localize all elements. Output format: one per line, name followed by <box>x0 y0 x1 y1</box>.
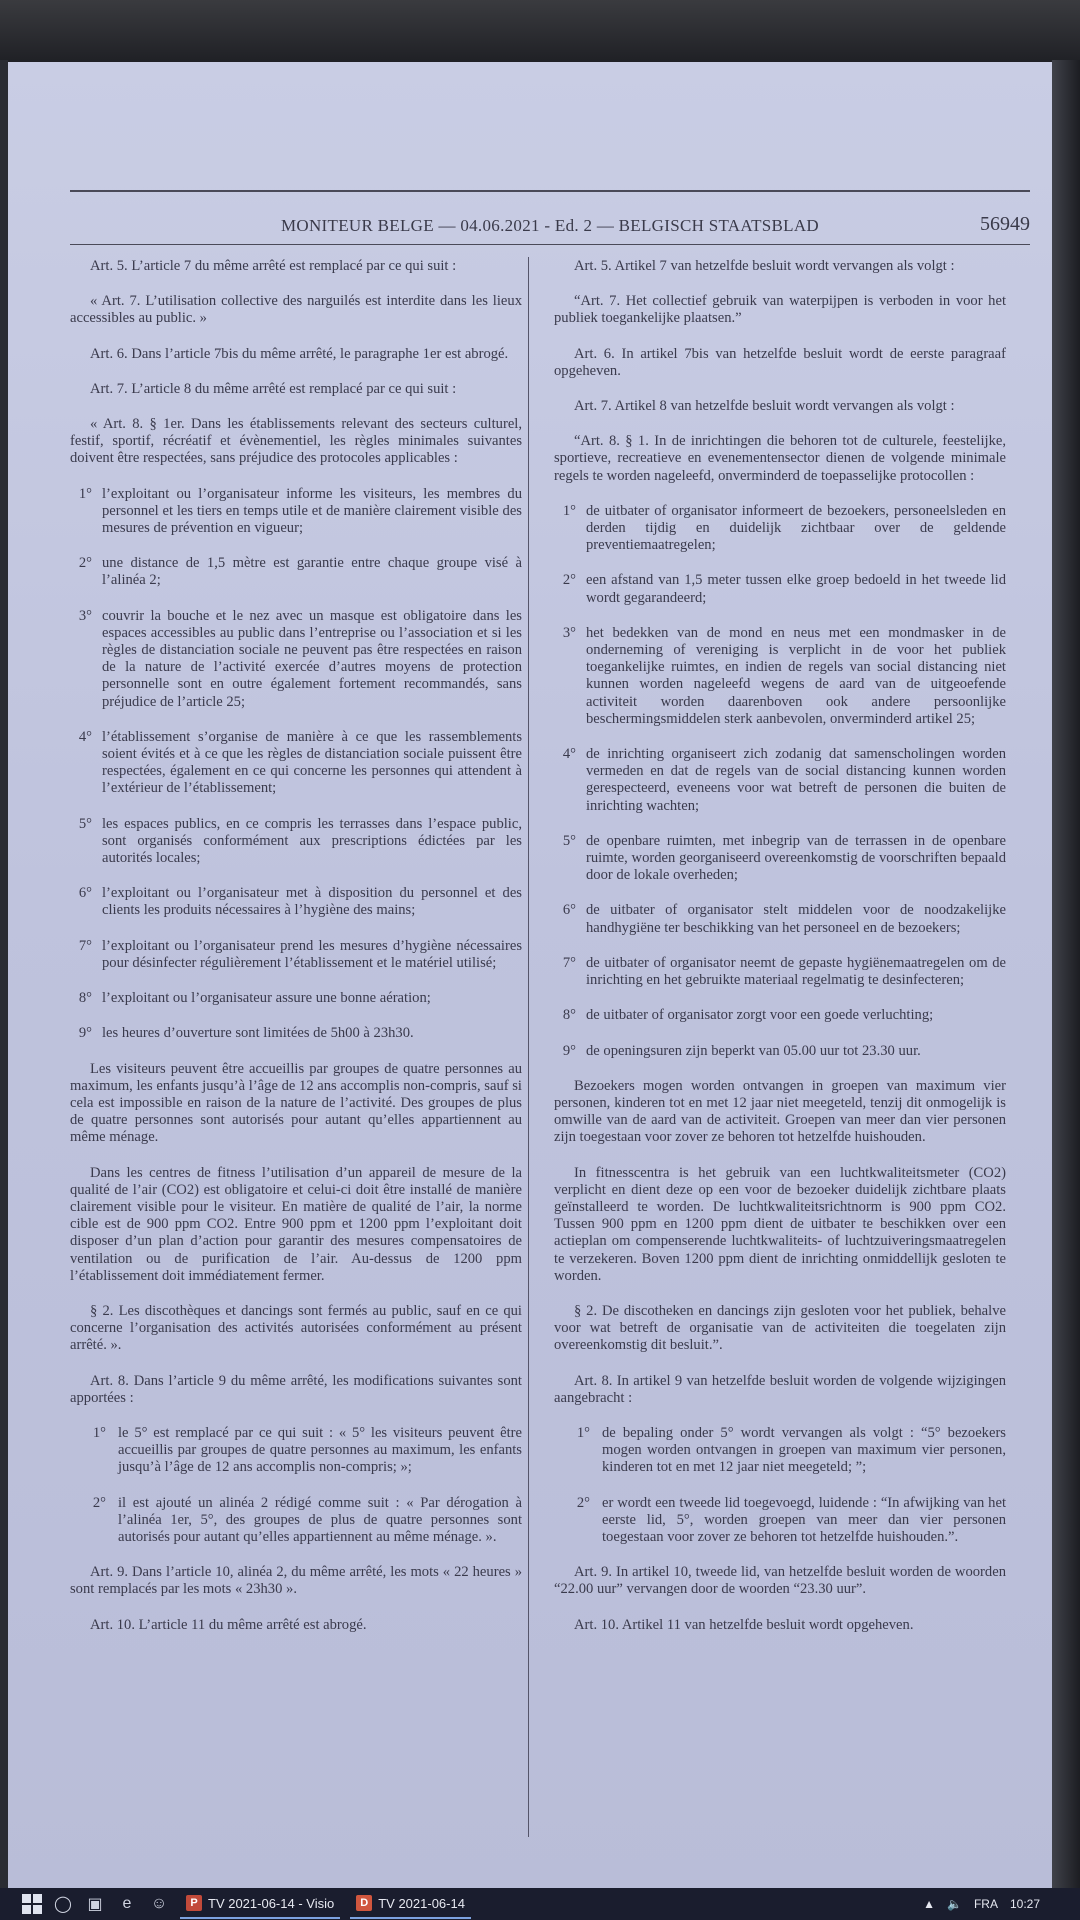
page-title: MONITEUR BELGE — 04.06.2021 - Ed. 2 — BELGISCH STAATSBLAD <box>280 216 819 235</box>
left-list-item <box>70 885 522 919</box>
monitor-bezel-top <box>0 0 1080 70</box>
list-number: 6° <box>562 902 576 919</box>
left-paragraph: « Art. 8. § 1er. Dans les établissements relevant des secteurs culturel, festif, sportif, récréatif et évènementiel, les règles minimales suivantes doivent être respectées, sans préjudice des protocoles applicables : <box>70 416 522 467</box>
list-number: 8° <box>78 990 92 1007</box>
list-number: 1° <box>576 1424 590 1441</box>
left-paragraph: Art. 10. L’article 11 du même arrêté est abrogé. <box>90 1616 367 1633</box>
list-text: une distance de 1,5 mètre est garantie entre chaque groupe visé à l’alinéa 2; <box>102 555 522 589</box>
list-text: l’exploitant ou l’organisateur prend les mesures d’hygiène nécessaires pour désinfecter régulièrement l’établissement et le matériel utilisé; <box>102 937 522 971</box>
left-list-item <box>70 729 522 798</box>
left-list-item <box>70 938 522 972</box>
list-text: de inrichting organiseert zich zodanig dat samenscholingen worden vermeden en dat de regels van de social distancing kunnen worden gerespecteerd, eveneens voor wat betreft de personen die buiten de inrichting wachten; <box>586 746 1006 814</box>
left-paragraph: Art. 5. L’article 7 du même arrêté est remplacé par ce qui suit : <box>90 258 457 274</box>
right-paragraph: Bezoekers mogen worden ontvangen in groepen van maximum vier personen, kinderen tot en met 12 jaar niet meegeteld, tenzij dit onmogelijk is omwille van de aard van de activiteit. Groepen van meer dan vier personen zijn toegestaan voor zover ze behoren tot hetzelfde huishouden. <box>554 1077 1006 1146</box>
list-number: 2° <box>576 1494 590 1511</box>
network-icon[interactable]: ▲ <box>923 1897 936 1911</box>
list-number: 6° <box>78 885 92 902</box>
french-column <box>70 258 522 1652</box>
left-list-item <box>70 608 522 711</box>
list-number: 1° <box>562 502 576 519</box>
right-list-item <box>554 1007 1006 1024</box>
list-text: de openbare ruimten, met inbegrip van de terrassen in de openbare ruimte, worden georganiseerd overeenkomstig de voorschriften bepaald door de lokale overheden; <box>586 832 1006 884</box>
right-paragraph: § 2. De discotheken en dancings zijn gesloten voor het publiek, behalve voor wat betreft de organisatie van de activiteiten die toegelaten zijn overeenkomstig dit besluit.”. <box>554 1302 1006 1354</box>
list-number: 5° <box>78 815 92 832</box>
left-list-item <box>70 816 522 868</box>
list-text: l’exploitant ou l’organisateur informe les visiteurs, les membres du personnel et les tiers en temps utile et de manière clairement visible des mesures de prévention en vigueur; <box>102 485 522 537</box>
list-text: l’exploitant ou l’organisateur assure une bonne aération; <box>102 990 431 1007</box>
visio-app-icon: P <box>186 1895 202 1911</box>
right-paragraph: Art. 5. Artikel 7 van hetzelfde besluit wordt vervangen als volgt : <box>574 258 955 274</box>
right-list-item <box>568 1495 1006 1547</box>
right-paragraph: In fitnesscentra is het gebruik van een luchtkwaliteitsmeter (CO2) verplicht en dient deze op een voor de bezoeker duidelijk zichtbare plaats geïnstalleerd te worden. De luchtkwaliteitsrichtnorm is 900 ppm CO2. Tussen 900 ppm en 1200 ppm dient de uitbater te beschikken over een actieplan om compenserende luchtkwaliteits- of luchtzuiveringsmaatregelen te verzekeren. Boven 1200 ppm dient de inrichting onmiddellijk gesloten te worden. <box>554 1164 1006 1284</box>
page-header <box>70 202 1030 236</box>
left-paragraph: Art. 6. Dans l’article 7bis du même arrêté, le paragraphe 1er est abrogé. <box>90 345 509 362</box>
right-list-item <box>554 572 1006 606</box>
list-number: 9° <box>562 1042 576 1059</box>
taskbar-app-visio-label: TV 2021-06-14 - Visio <box>208 1895 335 1911</box>
right-list-item <box>554 833 1006 885</box>
list-text: het bedekken van de mond en neus met een mondmasker in de onderneming of vereniging is verplicht in de voor het publiek toegankelijke ruimtes, en indien de regels van social distancing niet kunnen worden nageleefd wegens de aard van de uitgeoefende activiteit worden daarenboven ook andere persoonlijke beschermingsmiddelen sterk aanbevolen, onverminderd artikel 25; <box>586 624 1006 727</box>
list-text: couvrir la bouche et le nez avec un masque est obligatoire dans les espaces accessibles au public dans l’entreprise ou l’association et si les règles de distanciation sociale ne peuvent pas être respectées en raison de la nature de l’activité exercée d’autres moyens de protection personnelle sont en outre également fortement recommandés, sans préjudice de l’article 25; <box>102 607 522 710</box>
left-paragraph: § 2. Les discothèques et dancings sont fermés au public, sauf en ce qui concerne l’organisation des activités autorisées conformément au présent arrêté. ». <box>70 1302 522 1354</box>
taskbar-app-document[interactable] <box>350 1889 471 1919</box>
right-list-item <box>568 1425 1006 1477</box>
list-text: les heures d’ouverture sont limitées de 5h00 à 23h30. <box>102 1025 414 1042</box>
system-tray <box>923 1897 1080 1911</box>
list-text: de bepaling onder 5° wordt vervangen als volgt : “5° bezoekers mogen worden ontvangen in groepen van maximum vier personen, kinderen tot en met 12 jaar niet meegeteld; ”; <box>602 1424 1006 1476</box>
right-list-item <box>554 955 1006 989</box>
monitor-bezel-right <box>1052 60 1080 1905</box>
document-page <box>8 62 1052 1905</box>
right-list-item <box>554 902 1006 936</box>
volume-icon[interactable]: 🔈 <box>947 1897 962 1911</box>
list-text: l’exploitant ou l’organisateur met à disposition du personnel et des clients les produits nécessaires à l’hygiène des mains; <box>102 885 522 919</box>
left-paragraph: Art. 8. Dans l’article 9 du même arrêté, les modifications suivantes sont apportées : <box>70 1372 522 1406</box>
list-text: l’établissement s’organise de manière à ce que les rassemblements soient évités et à ce que les règles de distanciation sociale puissent être respectées, également en ce qui concerne les personnes qui attendent à l’extérieur de l’établissement; <box>102 728 522 797</box>
monitor-bezel-left <box>0 60 8 1905</box>
header-rule-bottom <box>70 244 1030 245</box>
taskbar-app-document-label: TV 2021-06-14 <box>378 1895 465 1911</box>
list-text: de uitbater of organisator stelt middelen voor de noodzakelijke handhygiëne ter beschikking van het personeel en de bezoekers; <box>586 902 1006 936</box>
list-text: il est ajouté un alinéa 2 rédigé comme suit : « Par dérogation à l’alinéa 1er, 5°, des groupes de plus de quatre personnes sont autorisés pour autant qu’elles appartiennent au même ménage. ». <box>118 1494 522 1545</box>
right-list-item <box>554 625 1006 728</box>
right-paragraph: Art. 8. In artikel 9 van hetzelfde besluit worden de volgende wijzigingen aangebracht : <box>554 1372 1006 1406</box>
list-number: 4° <box>78 728 92 745</box>
right-paragraph: “Art. 8. § 1. In de inrichtingen die behoren tot de culturele, feestelijke, sportieve, recreatieve en evenementensector dienen de volgende minimale regels te worden nageleefd, onverminderd de toepasselijke protocollen : <box>554 433 1006 484</box>
right-paragraph: Art. 7. Artikel 8 van hetzelfde besluit wordt vervangen als volgt : <box>574 398 955 415</box>
list-text: een afstand van 1,5 meter tussen elke groep bedoeld in het tweede lid wordt gegarandeerd; <box>586 572 1006 606</box>
document-app-icon: D <box>356 1895 372 1911</box>
left-paragraph: Art. 9. Dans l’article 10, alinéa 2, du même arrêté, les mots « 22 heures » sont remplacés par les mots « 23h30 ». <box>70 1564 522 1598</box>
list-number: 5° <box>562 832 576 849</box>
list-number: 9° <box>78 1025 92 1042</box>
page-number: 56949 <box>980 213 1030 235</box>
windows-icon[interactable] <box>22 1894 42 1914</box>
list-text: de uitbater of organisator informeert de bezoekers, personeelsleden en derden tijdig en duidelijk zichtbaar over de geldende preventiemaatregelen; <box>586 502 1006 554</box>
header-rule-top <box>70 190 1030 192</box>
list-number: 8° <box>562 1007 576 1024</box>
right-paragraph: Art. 6. In artikel 7bis van hetzelfde besluit wordt de eerste paragraaf opgeheven. <box>554 345 1006 379</box>
right-paragraph: “Art. 7. Het collectief gebruik van waterpijpen is verboden in voor het publiek toegankelijke plaatsen.” <box>554 293 1006 327</box>
right-paragraph: Art. 9. In artikel 10, tweede lid, van hetzelfde besluit worden de woorden “22.00 uur” vervangen door de woorden “23.30 uur”. <box>554 1564 1006 1598</box>
list-number: 1° <box>92 1424 106 1441</box>
right-paragraph: Art. 10. Artikel 11 van hetzelfde besluit wordt opgeheven. <box>574 1616 914 1633</box>
list-number: 2° <box>562 572 576 589</box>
list-number: 3° <box>78 607 92 624</box>
clock[interactable]: 10:27 <box>1009 1897 1040 1911</box>
list-text: er wordt een tweede lid toegevoegd, luidende : “In afwijking van het eerste lid, 5°, worden groepen van meer dan vier personen toegestaan voor zover ze behoren tot hetzelfde huishouden.”. <box>602 1494 1006 1545</box>
left-list-item <box>70 486 522 538</box>
left-list-item <box>70 990 522 1007</box>
column-separator <box>528 257 529 1837</box>
list-number: 3° <box>562 624 576 641</box>
list-number: 7° <box>562 954 576 971</box>
dutch-column <box>554 258 1006 1652</box>
list-text: le 5° est remplacé par ce qui suit : « 5° les visiteurs peuvent être accueillis par groupes de quatre personnes au maximum, les enfants jusqu’à l’âge de 12 ans accomplis non-compris; »; <box>118 1424 522 1476</box>
left-list-item <box>70 1025 522 1042</box>
taskbar-app-visio[interactable] <box>180 1889 340 1919</box>
list-text: de uitbater of organisator zorgt voor een goede verluchting; <box>586 1007 934 1024</box>
left-list-item <box>84 1495 522 1547</box>
list-text: les espaces publics, en ce compris les terrasses dans l’espace public, sont organisés conformément aux prescriptions édictées par les autorités locales; <box>102 815 522 867</box>
list-text: de openingsuren zijn beperkt van 05.00 uur tot 23.30 uur. <box>586 1042 921 1059</box>
left-list-item <box>84 1425 522 1477</box>
list-number: 2° <box>92 1494 106 1511</box>
browser-icon[interactable]: e <box>122 1895 132 1912</box>
right-list-item <box>554 503 1006 555</box>
list-number: 4° <box>562 746 576 763</box>
list-number: 7° <box>78 937 92 954</box>
list-number: 2° <box>78 555 92 572</box>
list-number: 1° <box>78 485 92 502</box>
language-indicator[interactable]: FRA <box>973 1897 998 1911</box>
left-paragraph: « Art. 7. L’utilisation collective des narguilés est interdite dans les lieux accessibles au public. » <box>70 293 522 327</box>
left-paragraph: Les visiteurs peuvent être accueillis par groupes de quatre personnes au maximum, les enfants jusqu’à l’âge de 12 ans accomplis non-compris, sauf si cela est impossible en raison de la nature de l’activité. Des groupes de plus de quatre personnes sont autorisés pour autant qu’elles appartiennent au même ménage. <box>70 1060 522 1146</box>
left-paragraph: Dans les centres de fitness l’utilisation d’un appareil de mesure de la qualité de l’air (CO2) est obligatoire et celui-ci doit être installé de manière clairement visible pour le visiteur. En matière de qualité de l’air, la norme cible est de 900 ppm CO2. Entre 900 ppm et 1200 ppm l’exploitant doit disposer d’un plan d’action pour garantir des mesures compensatoires de ventilation ou de purification de l’air. Au-dessus de 1200 ppm l’établissement doit immédiatement fermer. <box>70 1164 522 1284</box>
task-view-icon[interactable]: ▣ <box>87 1896 103 1913</box>
right-list-item <box>554 1043 1006 1060</box>
left-list-item <box>70 555 522 589</box>
taskbar <box>0 1888 1080 1920</box>
right-list-item <box>554 746 1006 815</box>
list-text: de uitbater of organisator neemt de gepaste hygiënemaatregelen om de inrichting en het gebruikte materiaal regelmatig te desinfecteren; <box>586 954 1006 989</box>
search-icon[interactable]: ◯ <box>54 1896 72 1913</box>
user-icon[interactable]: ☺ <box>150 1895 168 1912</box>
left-paragraph: Art. 7. L’article 8 du même arrêté est remplacé par ce qui suit : <box>90 380 457 397</box>
